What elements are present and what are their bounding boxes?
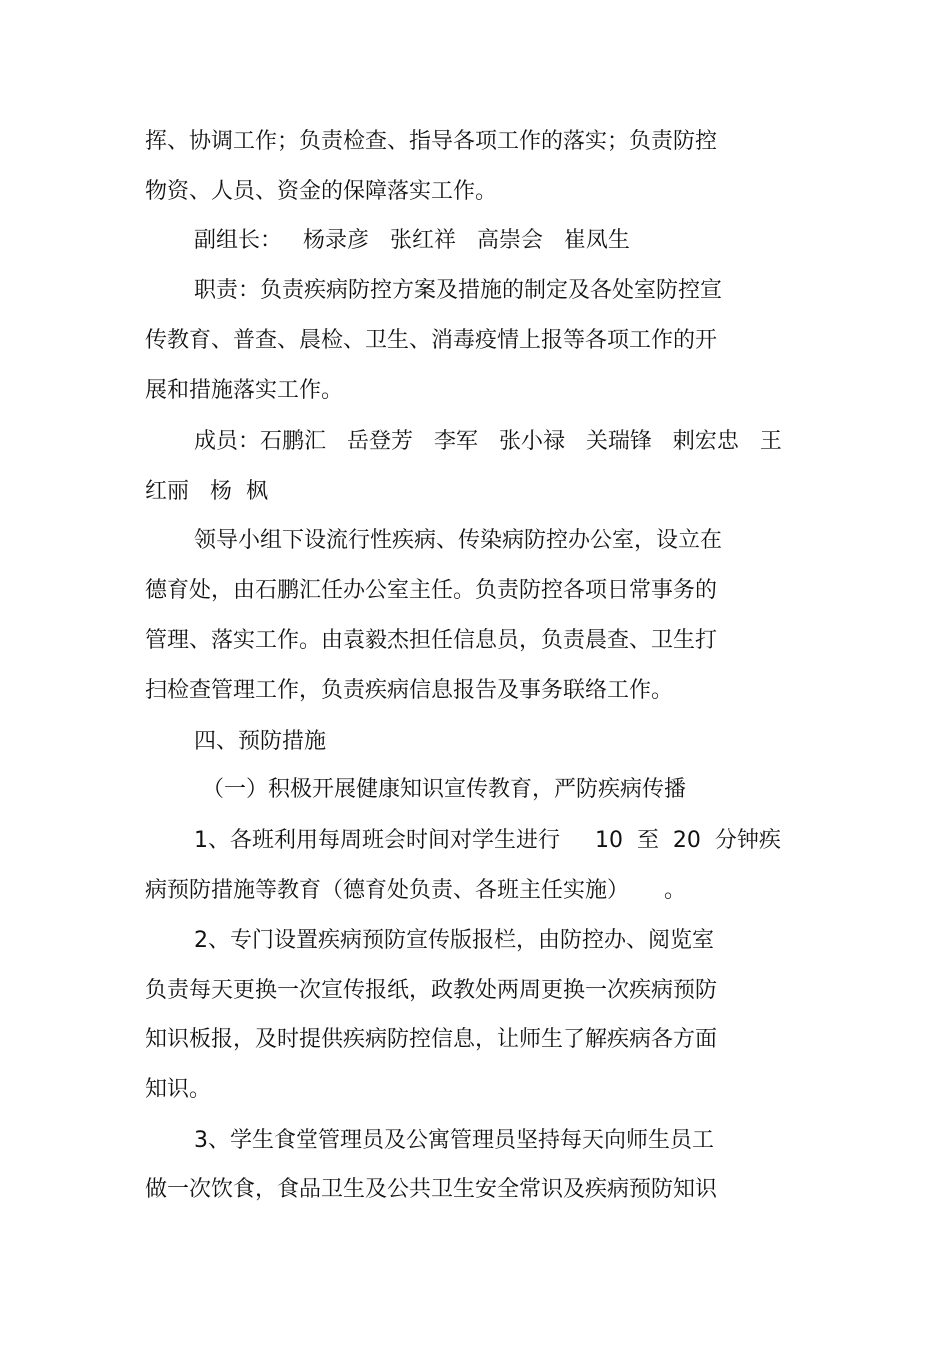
text-line: 副组长： 杨录彦 张红祥 高崇会 崔凤生: [194, 228, 630, 253]
text-line: 扫检查管理工作，负责疾病信息报告及事务联络工作。: [145, 678, 674, 703]
text-line: 管理、落实工作。由袁毅杰担任信息员，负责晨查、卫生打: [145, 628, 718, 653]
text-line: 负责每天更换一次宣传报纸，政教处两周更换一次疾病预防: [145, 978, 718, 1003]
text-line: 挥、协调工作；负责检查、指导各项工作的落实；负责防控: [145, 129, 718, 154]
text-line: 职责：负责疾病防控方案及措施的制定及各处室防控宣: [194, 278, 723, 303]
text-line: 病预防措施等教育（德育处负责、各班主任实施） 。: [145, 878, 686, 903]
text-line: 知识板报，及时提供疾病防控信息，让师生了解疾病各方面: [145, 1027, 718, 1052]
text-line: 领导小组下设流行性疾病、传染病防控办公室，设立在: [194, 528, 723, 553]
text-line: 成员：石鹏汇 岳登芳 李军 张小禄 关瑞锋 剌宏忠 王: [194, 429, 782, 454]
text-line: 展和措施落实工作。: [145, 378, 344, 403]
text-line: 德育处，由石鹏汇任办公室主任。负责防控各项日常事务的: [145, 578, 718, 603]
text-line: 1、各班利用每周班会时间对学生进行 10 至 20 分钟疾: [194, 828, 781, 853]
text-line: 2、专门设置疾病预防宣传版报栏，由防控办、阅览室: [194, 928, 714, 953]
text-line: 传教育、普查、晨检、卫生、消毒疫情上报等各项工作的开: [145, 328, 718, 353]
text-line: 红丽 杨 枫: [145, 479, 268, 504]
text-line: 3、学生食堂管理员及公寓管理员坚持每天向师生员工: [194, 1128, 714, 1153]
text-line: 物资、人员、资金的保障落实工作。: [145, 179, 498, 204]
section-heading: 四、预防措施: [194, 729, 327, 754]
text-line: 知识。: [145, 1077, 212, 1102]
text-line: 做一次饮食，食品卫生及公共卫生安全常识及疾病预防知识: [145, 1177, 718, 1202]
subsection-heading: （一）积极开展健康知识宣传教育，严防疾病传播: [202, 777, 687, 802]
